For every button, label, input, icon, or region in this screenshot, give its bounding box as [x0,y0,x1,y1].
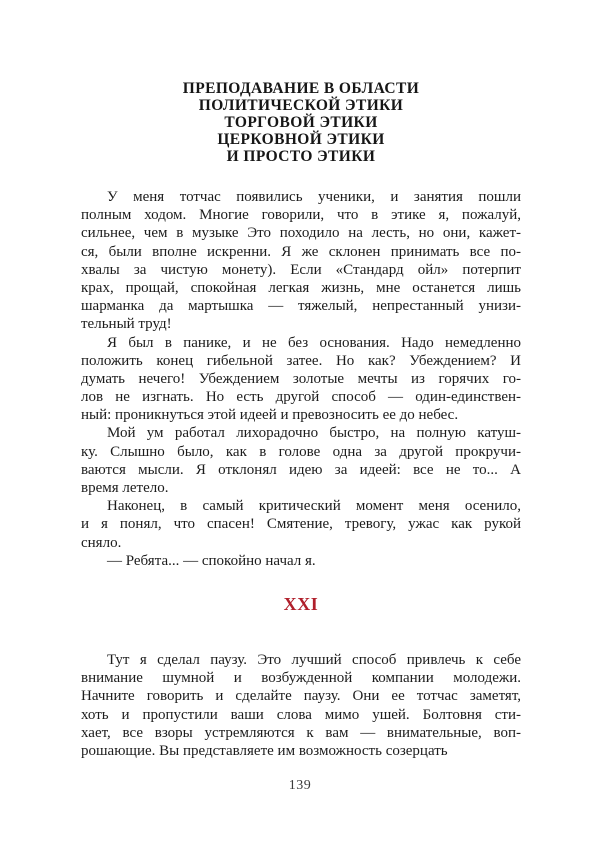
chapter-number-heading: XXI [283,593,319,614]
text-line: Тут я сделал паузу. Это лучший способ привлечь к себе [107,651,521,668]
paragraph [81,188,521,334]
text-line: думать нечего! Убеждением золотые мечты из горячих го- [81,370,521,387]
text-line: полным ходом. Многие говорили, что в этике я, пожалуй, [81,207,521,224]
paragraph [81,651,521,760]
text-line: — Ребята... — спокойно начал я. [107,552,316,569]
text-line: Я был в панике, и не без основания. Надо немедленно [107,334,521,351]
paragraph [81,552,521,570]
text-line: У меня тотчас появились ученики, и занятия пошли [107,189,521,205]
title-line: И ПРОСТО ЭТИКИ [226,148,376,165]
text-line: лов не изгнать. Но есть другой способ — один-единствен- [81,389,521,406]
text-line: шарманка да мартышка — тяжелый, непрестанный унизи- [81,298,521,315]
text-line: тельный труд! [81,316,172,333]
text-line: ку. Слышно было, как в голове одна за другой прокручи- [81,443,521,460]
text-line: время летело. [81,480,169,496]
text-line: ваются мысли. Я отклонял идею за идеей: все не то... А [81,461,521,478]
paragraph [81,334,521,425]
text-line: хает, все взоры устремляются к вам — внимательные, воп- [81,724,521,741]
text-line: ный: проникнуться этой идеей и превозносить ее до небес. [81,407,459,424]
chapter-title [81,80,521,165]
text-line: сильнее, чем в музыке Это походило на лесть, но они, кажет- [81,225,521,242]
text-line: ся, были вполне искренни. Я же склонен принимать все по- [81,243,521,260]
title-line: ЦЕРКОВНОЙ ЭТИКИ [217,131,385,148]
text-line: Мой ум работал лихорадочно быстро, на полную катуш- [107,425,521,442]
text-line: Наконец, в самый критический момент меня осенило, [107,498,521,515]
body-text-after-chapter [81,651,521,760]
text-line: Начните говорить и сделайте паузу. Они ее тотчас заметят, [81,688,521,705]
text-line: положить конец гибельной затее. Но как? Убеждением? И [81,352,521,369]
paragraph [81,424,521,497]
title-line: ПОЛИТИЧЕСКОЙ ЭТИКИ [198,97,404,114]
title-line: ТОРГОВОЙ ЭТИКИ [224,114,378,131]
text-line: сняло. [81,534,122,551]
paragraph [81,497,521,552]
text-line: внимание шумной и возбужденной компании молодежи. [81,670,521,687]
text-line: и я понял, что спасен! Смятение, тревогу, ужас как рукой [81,516,521,533]
text-line: хоть и пропустили ваши слова мимо ушей. Болтовня сти- [81,706,521,723]
title-line: ПРЕПОДАВАНИЕ В ОБЛАСТИ [182,80,420,97]
text-line: крах, прощай, спокойная легкая жизнь, мне останется лишь [81,279,521,296]
text-line: рошающие. Вы представляете им возможность созерцать [81,742,448,759]
body-text-before-chapter [81,188,521,570]
page-number: 139 [288,778,312,793]
text-line: хвалы за чистую монету). Если «Стандард ойл» потерпит [81,261,521,278]
